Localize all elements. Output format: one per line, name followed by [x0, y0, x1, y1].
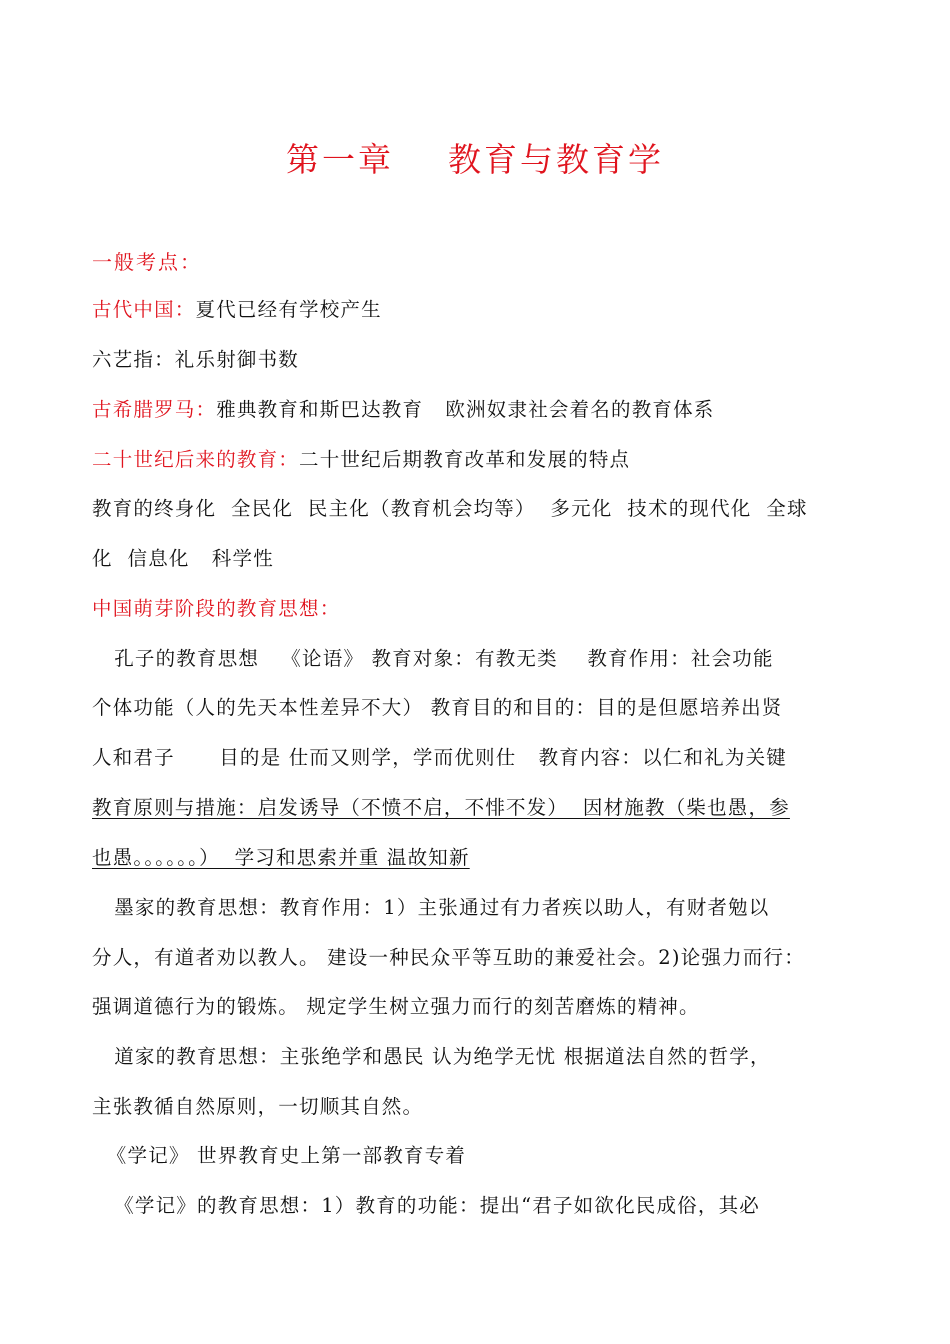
paragraph-line	[92, 446, 630, 474]
line-text: 主张教循自然原则，一切顺其自然。	[92, 1095, 424, 1118]
line-text: 六艺指：礼乐射御书数	[92, 348, 300, 371]
paragraph-line	[92, 495, 808, 523]
line-label: 二十世纪后来的教育：	[92, 448, 300, 471]
paragraph-line	[92, 1093, 423, 1121]
paragraph-line	[92, 645, 774, 673]
line-label: 古代中国：	[92, 298, 196, 321]
line-text: 教育原则与措施：启发诱导（不愤不启，不悱不发） 因材施教（柴也愚，参	[92, 796, 790, 819]
paragraph-line	[92, 1142, 466, 1170]
line-text: 夏代已经有学校产生	[195, 298, 382, 321]
paragraph-line	[92, 396, 715, 424]
line-text: 墨家的教育思想：教育作用：1）主张通过有力者疾以助人，有财者勉以	[92, 896, 770, 919]
line-text: 化 信息化 科学性	[92, 547, 274, 570]
line-text: 也愚。。。。。。） 学习和思索并重 温故知新	[92, 846, 470, 869]
line-text: 《学记》的教育思想：1）教育的功能：提出“君子如欲化民成俗，其必	[92, 1194, 760, 1217]
paragraph-line	[92, 346, 299, 374]
line-text: 人和君子 目的是 仕而又则学，学而优则仕 教育内容：以仁和礼为关键	[92, 746, 787, 769]
paragraph-line	[92, 894, 770, 922]
line-text: 二十世纪后期教育改革和发展的特点	[299, 448, 631, 471]
chapter-title: 第一章 教育与教育学	[286, 140, 664, 179]
paragraph-line	[92, 1192, 760, 1220]
section-heading-general	[92, 248, 202, 276]
line-text: 教育的终身化 全民化 民主化（教育机会均等） 多元化 技术的现代化 全球	[92, 497, 808, 520]
paragraph-line	[92, 296, 382, 324]
line-text: 《学记》 世界教育史上第一部教育专着	[92, 1144, 467, 1167]
line-text: 强调道德行为的锻炼。 规定学生树立强力而行的刻苦磨炼的精神。	[92, 995, 700, 1018]
paragraph-line	[92, 744, 787, 772]
paragraph-line	[92, 944, 805, 972]
underlined-line	[92, 794, 790, 822]
paragraph-line	[92, 694, 783, 722]
line-label: 一般考点：	[92, 250, 202, 274]
line-text: 分人，有道者劝以教人。 建设一种民众平等互助的兼爱社会。2)论强力而行：	[92, 946, 805, 969]
line-text: 雅典教育和斯巴达教育 欧洲奴隶社会着名的教育体系	[216, 398, 715, 421]
line-text: 孔子的教育思想 《论语》 教育对象：有教无类 教育作用：社会功能	[92, 647, 774, 670]
paragraph-line	[92, 993, 700, 1021]
line-label: 中国萌芽阶段的教育思想：	[92, 597, 341, 620]
section-heading-china	[92, 595, 340, 623]
line-text: 个体功能（人的先天本性差异不大） 教育目的和目的：目的是但愿培养出贤	[92, 696, 783, 719]
paragraph-line	[92, 1043, 771, 1071]
line-text: 道家的教育思想：主张绝学和愚民 认为绝学无忧 根据道法自然的哲学，	[92, 1045, 771, 1068]
underlined-line	[92, 844, 470, 872]
paragraph-line	[92, 545, 274, 573]
line-label: 古希腊罗马：	[92, 398, 217, 421]
